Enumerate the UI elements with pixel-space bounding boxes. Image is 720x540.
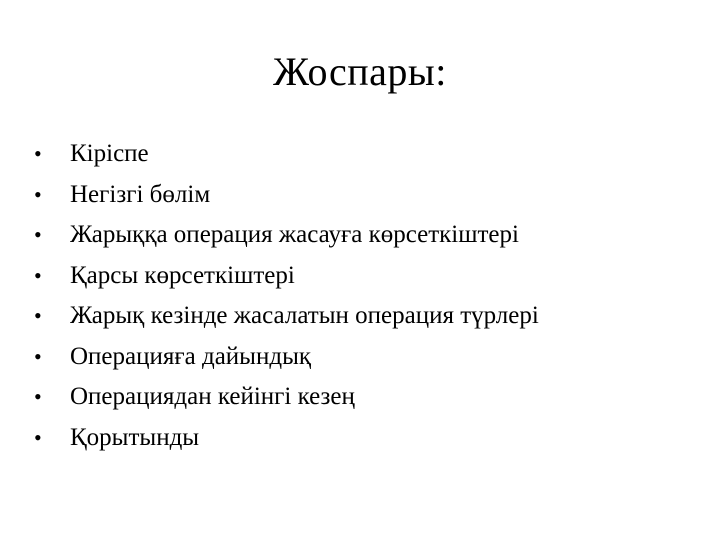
bullet-icon: • [34, 343, 42, 369]
bullet-icon: • [34, 424, 42, 450]
slide-title: Жоспары: [273, 49, 447, 94]
list-item-text: Кіріспе [70, 140, 149, 168]
bullet-icon: • [34, 262, 42, 288]
bullet-icon: • [34, 141, 42, 167]
bullet-icon: • [34, 181, 42, 207]
list-item [34, 418, 539, 459]
list-item-text: Жарық кезінде жасалатын операция түрлері [70, 302, 539, 330]
list-item [34, 256, 539, 297]
list-item-text: Қарсы көрсеткіштері [70, 261, 295, 289]
bullet-icon: • [34, 384, 42, 410]
bullet-icon: • [34, 303, 42, 329]
list-item [34, 215, 539, 256]
list-item [34, 134, 539, 175]
list-item-text: Операцияға дайындық [70, 342, 312, 370]
bullet-icon: • [34, 222, 42, 248]
list-item [34, 296, 539, 337]
bullet-list [34, 134, 539, 458]
list-item-text: Қорытынды [70, 423, 200, 451]
list-item [34, 175, 539, 216]
list-item-text: Жарыққа операция жасауға көрсеткіштері [70, 221, 519, 249]
list-item-text: Операциядан кейінгі кезең [70, 383, 355, 411]
list-item-text: Негізгі бөлім [70, 180, 211, 208]
list-item [34, 337, 539, 378]
list-item [34, 377, 539, 418]
